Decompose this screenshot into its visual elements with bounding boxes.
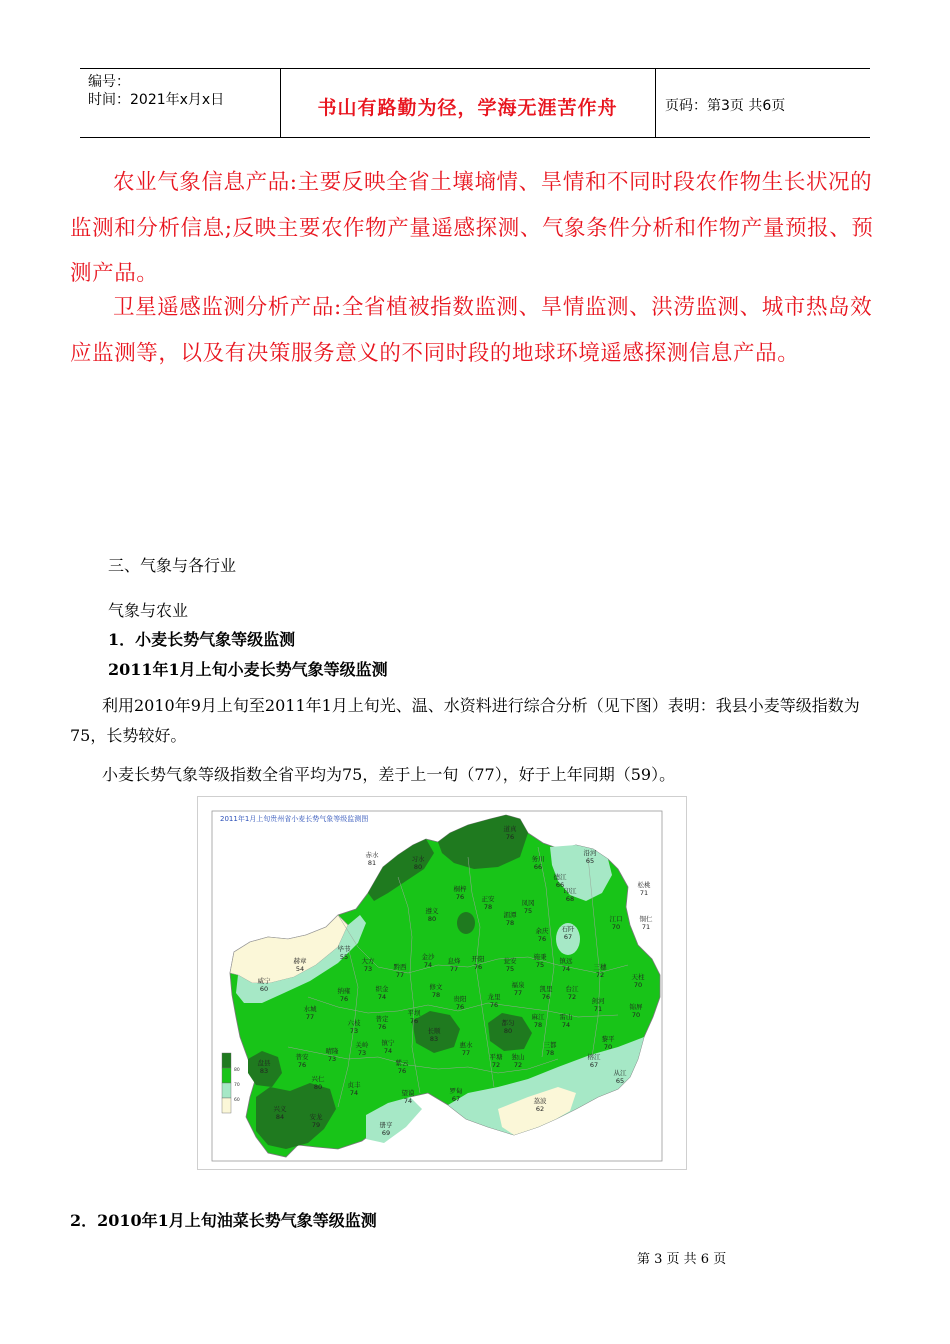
page-header [80,68,870,138]
svg-text:黔西: 黔西 [393,963,407,971]
svg-text:余庆: 余庆 [535,927,549,935]
svg-text:六枝: 六枝 [347,1019,361,1027]
svg-text:安龙: 安龙 [309,1113,323,1121]
svg-text:息烽: 息烽 [447,957,461,965]
svg-text:雷山: 雷山 [559,1013,573,1021]
body-paragraph-2: 小麦长势气象等级指数全省平均为75，差于上一旬（77），好于上年同期（59）。 [102,765,676,784]
item1-subtitle: 2011年1月上旬小麦长势气象等级监测 [108,660,388,679]
map-title: 2011年1月上旬贵州省小麦长势气象等级监测图 [220,815,369,823]
svg-text:72: 72 [491,1061,501,1069]
svg-text:73: 73 [349,1027,359,1035]
svg-text:石阡: 石阡 [561,925,575,933]
svg-text:76: 76 [297,1061,307,1069]
map-svg [198,797,686,1169]
svg-text:镇宁: 镇宁 [381,1039,395,1047]
svg-text:独山: 独山 [511,1053,525,1061]
svg-text:76: 76 [541,993,551,1001]
svg-text:威宁: 威宁 [257,977,271,985]
svg-text:铜仁: 铜仁 [639,915,653,923]
svg-text:凤冈: 凤冈 [521,899,535,907]
svg-text:平塘: 平塘 [489,1053,503,1061]
svg-text:桐梓: 桐梓 [453,885,467,893]
svg-text:三都: 三都 [543,1041,557,1049]
svg-text:80: 80 [427,915,437,923]
document-time-label: 时间：2021年x月x日 [88,92,225,108]
item1-title: 1．小麦长势气象等级监测 [108,630,296,649]
svg-text:74: 74 [383,1047,393,1055]
svg-text:沿河: 沿河 [583,849,597,857]
svg-text:镇远: 镇远 [559,957,573,965]
svg-text:江口: 江口 [609,915,623,923]
svg-text:73: 73 [327,1055,337,1063]
legend-label-80: 80 [234,1068,240,1073]
svg-text:毕节: 毕节 [337,945,351,953]
svg-text:67: 67 [563,933,573,941]
svg-text:65: 65 [615,1077,625,1085]
wheat-monitoring-map [197,796,687,1170]
svg-text:凯里: 凯里 [539,985,553,993]
legend-swatch-green [222,1068,231,1083]
svg-text:80: 80 [503,1027,513,1035]
svg-text:纳雍: 纳雍 [337,987,351,995]
svg-text:67: 67 [451,1095,461,1103]
svg-text:77: 77 [461,1049,471,1057]
svg-text:77: 77 [513,989,523,997]
header-center-cell [280,69,656,137]
svg-text:71: 71 [639,889,649,897]
svg-text:62: 62 [535,1105,545,1113]
svg-text:68: 68 [565,895,575,903]
svg-text:盘县: 盘县 [257,1059,271,1067]
svg-text:76: 76 [397,1067,407,1075]
svg-text:锦屏: 锦屏 [629,1003,643,1011]
legend-swatch-pale [222,1098,231,1113]
svg-text:罗甸: 罗甸 [449,1087,463,1095]
svg-text:正安: 正安 [481,895,495,903]
svg-text:70: 70 [631,1011,641,1019]
svg-text:74: 74 [377,993,387,1001]
svg-text:73: 73 [363,965,373,973]
svg-text:77: 77 [305,1013,315,1021]
svg-text:70: 70 [611,923,621,931]
svg-text:83: 83 [259,1067,269,1075]
svg-text:长顺: 长顺 [427,1027,441,1035]
svg-text:76: 76 [409,1017,419,1025]
svg-text:台江: 台江 [565,985,579,993]
svg-text:76: 76 [489,1001,499,1009]
svg-text:74: 74 [423,961,433,969]
svg-text:兴义: 兴义 [273,1105,287,1113]
svg-text:76: 76 [473,963,483,971]
svg-text:74: 74 [561,1021,571,1029]
svg-text:关岭: 关岭 [355,1041,369,1049]
item2-title: 2．2010年1月上旬油菜长势气象等级监测 [70,1211,377,1230]
svg-text:务川: 务川 [531,855,545,863]
svg-text:龙里: 龙里 [487,993,501,1001]
svg-text:79: 79 [311,1121,321,1129]
header-motto: 书山有路勤为径，学海无涯苦作舟 [317,97,618,119]
svg-text:水城: 水城 [303,1005,317,1013]
svg-text:66: 66 [555,881,565,889]
svg-text:74: 74 [561,965,571,973]
legend-swatch-light [222,1083,231,1098]
header-left-cell [80,69,281,137]
svg-text:65: 65 [585,857,595,865]
svg-text:67: 67 [589,1061,599,1069]
svg-text:75: 75 [535,961,545,969]
svg-text:78: 78 [505,919,515,927]
svg-text:黎平: 黎平 [601,1035,615,1043]
svg-text:荔波: 荔波 [533,1097,547,1105]
svg-text:瓮安: 瓮安 [503,957,517,965]
svg-text:78: 78 [533,1021,543,1029]
svg-text:三穗: 三穗 [593,963,607,971]
svg-text:天柱: 天柱 [631,973,645,981]
svg-text:76: 76 [505,833,515,841]
svg-text:76: 76 [455,1003,465,1011]
svg-text:72: 72 [595,971,605,979]
body-paragraph-1: 利用2010年9月上旬至2011年1月上旬光、温、水资料进行综合分析（见下图）表明：我县小麦等级指数为75，长势较好。 [70,696,860,745]
document-number-label: 编号： [88,74,130,90]
section-heading: 三、气象与各行业 [108,556,237,575]
svg-text:印江: 印江 [563,887,577,895]
svg-text:习水: 习水 [411,855,425,863]
svg-text:81: 81 [367,859,377,867]
svg-text:76: 76 [455,893,465,901]
svg-text:75: 75 [523,907,533,915]
svg-text:71: 71 [593,1005,603,1013]
svg-text:69: 69 [381,1129,391,1137]
svg-text:都匀: 都匀 [501,1019,515,1027]
svg-text:剑河: 剑河 [591,997,605,1005]
svg-text:金沙: 金沙 [421,953,435,961]
svg-text:76: 76 [339,995,349,1003]
svg-text:78: 78 [431,991,441,999]
svg-text:普安: 普安 [295,1053,309,1061]
svg-text:兴仁: 兴仁 [311,1075,325,1083]
svg-text:73: 73 [357,1049,367,1057]
svg-text:麻江: 麻江 [531,1013,545,1021]
svg-text:开阳: 开阳 [471,955,485,963]
svg-text:遵义: 遵义 [425,907,439,915]
svg-text:80: 80 [413,863,423,871]
svg-text:紫云: 紫云 [395,1059,409,1067]
svg-text:74: 74 [349,1089,359,1097]
svg-text:76: 76 [377,1023,387,1031]
svg-text:赫章: 赫章 [293,957,307,965]
svg-text:榕江: 榕江 [587,1053,601,1061]
svg-text:78: 78 [483,903,493,911]
svg-text:修文: 修文 [429,983,443,991]
svg-text:册亨: 册亨 [379,1121,393,1129]
svg-text:德江: 德江 [553,873,567,881]
svg-text:84: 84 [275,1113,285,1121]
svg-text:66: 66 [533,863,543,871]
svg-text:75: 75 [505,965,515,973]
svg-text:60: 60 [259,985,269,993]
svg-text:78: 78 [545,1049,555,1057]
svg-text:74: 74 [403,1097,413,1105]
svg-text:普定: 普定 [375,1015,389,1023]
svg-text:惠水: 惠水 [459,1041,473,1049]
svg-text:施秉: 施秉 [533,953,547,961]
zone-center-dark [457,912,475,934]
svg-text:72: 72 [513,1061,523,1069]
svg-text:76: 76 [537,935,547,943]
svg-text:70: 70 [633,981,643,989]
svg-text:织金: 织金 [375,985,389,993]
header-right-cell [655,69,870,137]
svg-text:55: 55 [339,953,349,961]
header-page-number: 页码：第3页 共6页 [665,98,786,114]
svg-text:71: 71 [641,923,651,931]
svg-text:大方: 大方 [361,957,375,965]
svg-text:湄潭: 湄潭 [503,911,517,919]
svg-text:贞丰: 贞丰 [347,1081,361,1089]
paragraph-satellite-products: 卫星遥感监测分析产品:全省植被指数监测、旱情监测、洪涝监测、城市热岛效应监测等，以及有决策服务意义的不同时段的地球环境遥感探测信息产品。 [70,295,873,366]
svg-text:福泉: 福泉 [511,981,525,989]
svg-text:77: 77 [395,971,405,979]
svg-text:70: 70 [603,1043,613,1051]
paragraph-agri-products: 农业气象信息产品:主要反映全省土壤墒情、旱情和不同时段农作物生长状况的监测和分析信息;反映主要农作物产量遥感探测、气象条件分析和作物产量预报、预测产品。 [70,170,874,287]
legend-label-60: 60 [234,1098,240,1103]
page-footer: 第 3 页 共 6 页 [637,1252,727,1267]
svg-text:83: 83 [429,1035,439,1043]
svg-text:晴隆: 晴隆 [325,1047,339,1055]
svg-text:道真: 道真 [503,825,517,833]
svg-text:80: 80 [313,1083,323,1091]
svg-text:松桃: 松桃 [637,881,651,889]
svg-text:72: 72 [567,993,577,1001]
svg-text:望谟: 望谟 [401,1089,415,1097]
svg-text:赤水: 赤水 [365,851,379,859]
svg-text:平坝: 平坝 [407,1009,421,1017]
svg-text:54: 54 [295,965,305,973]
legend-label-70: 70 [234,1083,240,1088]
subsection-heading: 气象与农业 [108,601,189,620]
legend-swatch-dark [222,1053,231,1068]
svg-text:从江: 从江 [613,1069,627,1077]
svg-text:77: 77 [449,965,459,973]
svg-text:贵阳: 贵阳 [453,995,467,1003]
